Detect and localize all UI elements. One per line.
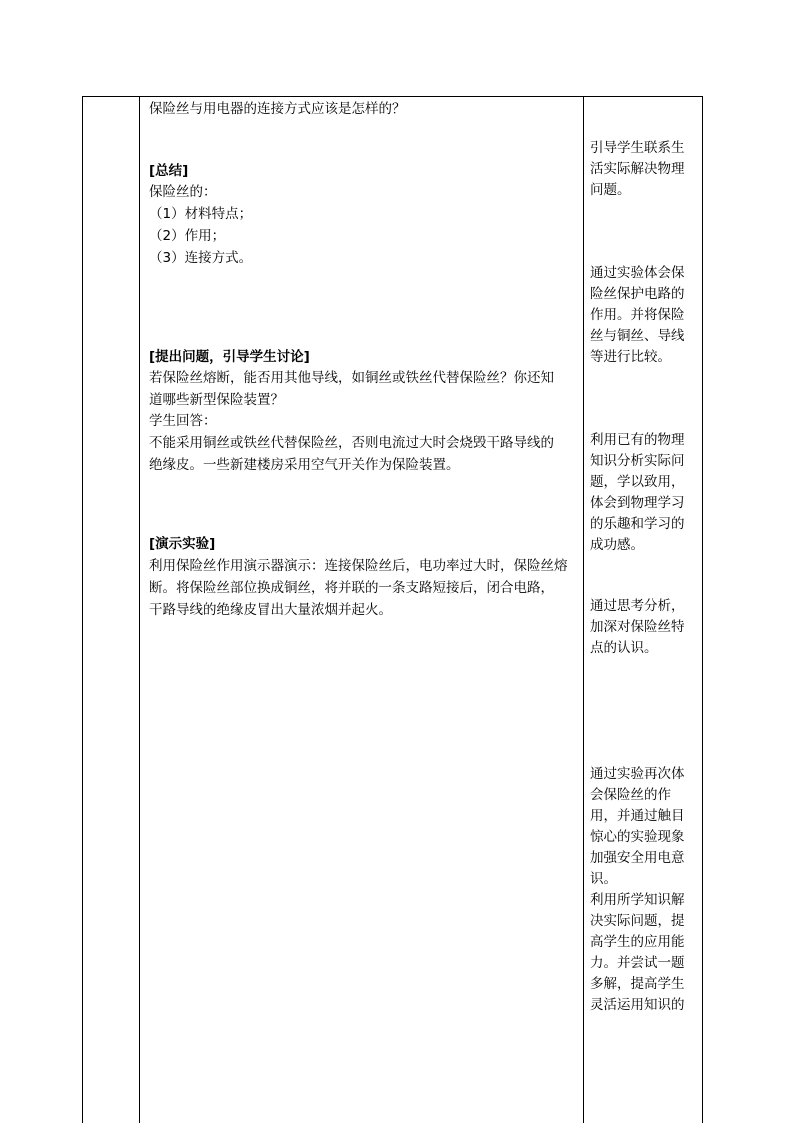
note-line: 作用。并将保险 — [590, 307, 685, 323]
table-divider-left — [139, 97, 140, 1123]
note-line: 通过实验体会保 — [590, 265, 685, 281]
demo-text-line: 利用保险丝作用演示器演示：连接保险丝后，电功率过大时，保险丝熔 — [149, 558, 568, 574]
note-line: 体会到物理学习 — [590, 495, 685, 511]
note-line: 问题。 — [590, 182, 631, 198]
note-line: 引导学生联系生 — [590, 140, 685, 156]
note-line: 识。 — [590, 871, 617, 887]
note-line: 通过思考分析， — [590, 598, 685, 614]
table-divider-right — [583, 97, 584, 1123]
student-answer-label: 学生回答： — [149, 413, 217, 429]
note-line: 丝与铜丝、导线 — [590, 328, 685, 344]
lesson-plan-table — [82, 96, 703, 1123]
note-line: 高学生的应用能 — [590, 934, 685, 950]
summary-item: （2）作用； — [149, 228, 226, 244]
note-line: 加深对保险丝特 — [590, 619, 685, 635]
note-line: 灵活运用知识的 — [590, 997, 685, 1013]
note-line: 险丝保护电路的 — [590, 286, 685, 302]
summary-item: （3）连接方式。 — [149, 250, 253, 266]
note-line: 用，并通过触目 — [590, 808, 685, 824]
note-line: 加强安全用电意 — [590, 850, 685, 866]
demo-heading: [演示实验] — [149, 536, 216, 552]
summary-item: （1）材料特点； — [149, 206, 253, 222]
note-line: 利用所学知识解 — [590, 892, 685, 908]
summary-label: 保险丝的： — [149, 184, 217, 200]
discussion-question-line: 道哪些新型保险装置？ — [149, 392, 284, 408]
note-line: 成功感。 — [590, 537, 644, 553]
note-line: 通过实验再次体 — [590, 766, 685, 782]
discussion-question-line: 若保险丝熔断，能否用其他导线，如铜丝或铁丝代替保险丝？你还知 — [149, 370, 554, 386]
note-line: 知识分析实际问 — [590, 453, 685, 469]
note-line: 等进行比较。 — [590, 349, 671, 365]
note-line: 题，学以致用， — [590, 474, 685, 490]
demo-text-line: 断。将保险丝部位换成铜丝，将并联的一条支路短接后，闭合电路， — [149, 580, 554, 596]
note-line: 会保险丝的作 — [590, 787, 671, 803]
discussion-heading: [提出问题，引导学生讨论] — [149, 349, 310, 365]
note-line: 决实际问题，提 — [590, 913, 685, 929]
demo-text-line: 干路导线的绝缘皮冒出大量浓烟并起火。 — [149, 602, 392, 618]
student-answer-line: 不能采用铜丝或铁丝代替保险丝，否则电流过大时会烧毁干路导线的 — [149, 435, 554, 451]
intro-question: 保险丝与用电器的连接方式应该是怎样的？ — [149, 101, 406, 117]
note-line: 点的认识。 — [590, 640, 658, 656]
student-answer-line: 绝缘皮。一些新建楼房采用空气开关作为保险装置。 — [149, 457, 460, 473]
note-line: 利用已有的物理 — [590, 432, 685, 448]
summary-heading: [总结] — [149, 163, 189, 179]
note-line: 力。并尝试一题 — [590, 955, 685, 971]
note-line: 活实际解决物理 — [590, 161, 685, 177]
note-line: 的乐趣和学习的 — [590, 516, 685, 532]
note-line: 多解，提高学生 — [590, 976, 685, 992]
note-line: 惊心的实验现象 — [590, 829, 685, 845]
